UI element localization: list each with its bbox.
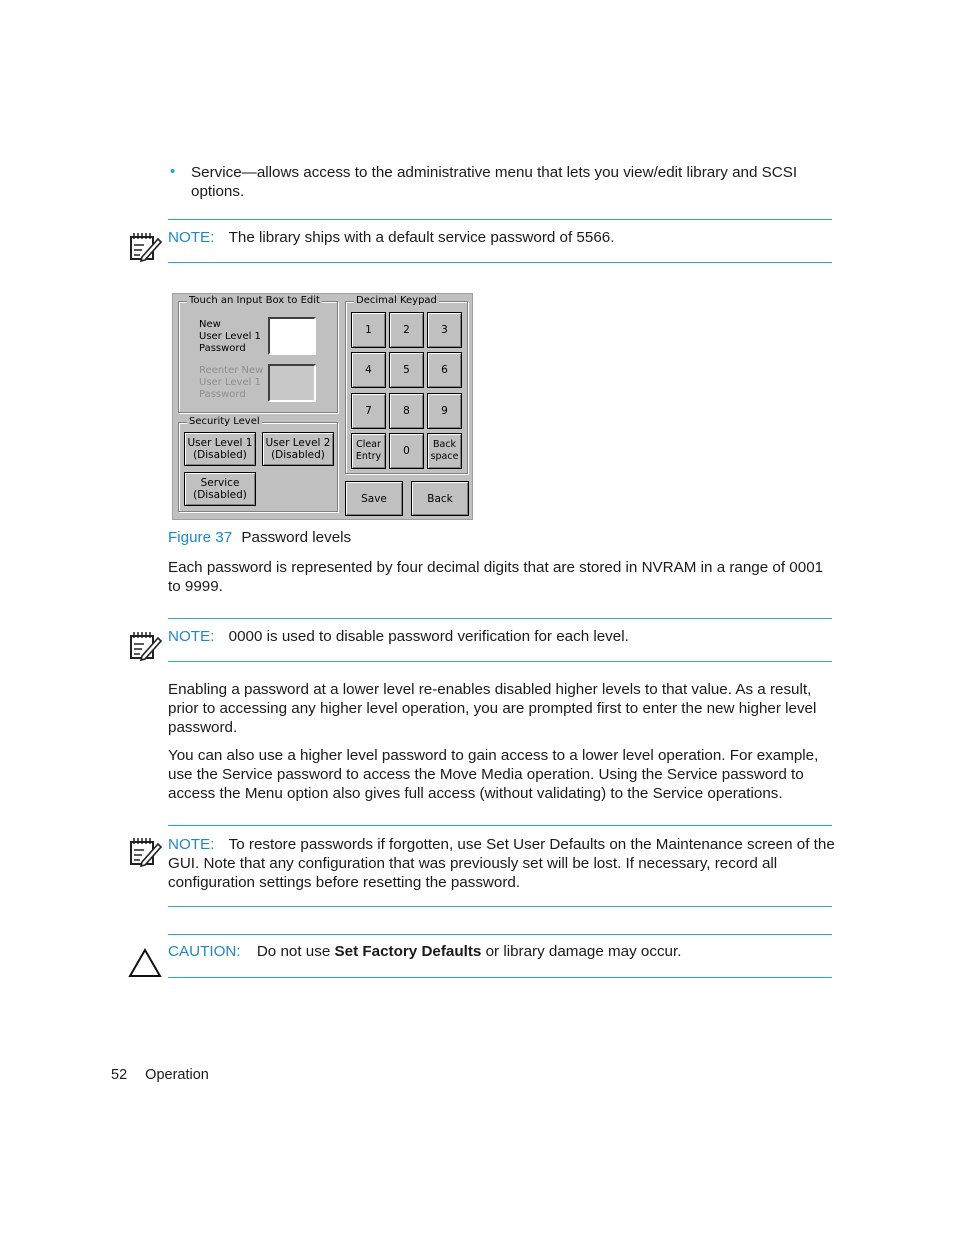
- note2: [168, 628, 629, 645]
- reenter-password-input[interactable]: [268, 364, 316, 402]
- figure-caption-text: Password levels: [241, 529, 352, 546]
- para1-line-2: to 9999.: [168, 578, 223, 595]
- input-group: [178, 295, 338, 413]
- caution-label: CAUTION:: [168, 943, 241, 960]
- note3-top-rule: [168, 825, 832, 826]
- note-icon: [128, 231, 162, 263]
- page-number: 52: [111, 1067, 128, 1083]
- paragraph-password-format: [168, 558, 823, 596]
- bullet-line-1: Service—allows access to the administrative menu that lets you view/edit library and SCSI: [191, 164, 798, 181]
- new-password-label: New User Level 1 Password: [199, 319, 261, 354]
- keypad-button-5[interactable]: 5: [389, 352, 424, 388]
- paragraph-lower-level: [168, 680, 816, 737]
- caution: [168, 943, 681, 960]
- note-icon: [128, 630, 162, 662]
- para1-line-1: Each password is represented by four decimal digits that are stored in NVRAM in a range of 0001: [168, 559, 824, 576]
- input-group-title: Touch an Input Box to Edit: [189, 295, 320, 306]
- para3-line-3: access the Menu option also gives full access (without validating) to the Service operations.: [168, 785, 783, 802]
- note2-label: NOTE:: [168, 628, 215, 645]
- figure-caption: [168, 529, 351, 546]
- keypad-button-3[interactable]: 3: [427, 312, 462, 348]
- service-button[interactable]: Service (Disabled): [184, 472, 256, 506]
- note1-text: The library ships with a default service password of 5566.: [228, 229, 615, 246]
- back-button[interactable]: Back: [411, 481, 469, 516]
- save-button[interactable]: Save: [345, 481, 403, 516]
- note1-top-rule: [168, 219, 832, 220]
- note3-line-2: GUI. Note that any configuration that was previously set will be lost. If necessary, record all: [168, 855, 778, 872]
- reenter-password-label: Reenter New User Level 1 Password: [199, 365, 264, 400]
- keypad-button-9[interactable]: 9: [427, 393, 462, 429]
- caution-bottom-rule: [168, 977, 832, 978]
- note3-line-1: To restore passwords if forgotten, use Set User Defaults on the Maintenance screen of the: [228, 836, 835, 853]
- keypad-button-7[interactable]: 7: [351, 393, 386, 429]
- bullet-line-2: options.: [191, 183, 245, 200]
- keypad-button-1[interactable]: 1: [351, 312, 386, 348]
- user-level-1-button[interactable]: User Level 1 (Disabled): [184, 432, 256, 466]
- note-icon: [128, 836, 162, 868]
- para3-line-1: You can also use a higher level password to gain access to a lower level operation. For example,: [168, 747, 819, 764]
- footer-section: Operation: [145, 1067, 209, 1083]
- password-panel: [172, 293, 473, 520]
- footer: [111, 1067, 209, 1083]
- new-password-input[interactable]: [268, 317, 316, 355]
- note3-bottom-rule: [168, 906, 832, 907]
- note1-label: NOTE:: [168, 229, 215, 246]
- caution-top-rule: [168, 934, 832, 935]
- keypad-backspace-button[interactable]: Back space: [427, 433, 462, 469]
- keypad-button-0[interactable]: 0: [389, 433, 424, 469]
- keypad-group-title: Decimal Keypad: [356, 295, 437, 306]
- note3-line-3: configuration settings before resetting the password.: [168, 874, 521, 891]
- note3-label: NOTE:: [168, 836, 215, 853]
- caution-text-after: or library damage may occur.: [485, 943, 682, 960]
- keypad-button-6[interactable]: 6: [427, 352, 462, 388]
- security-level-group: [178, 416, 338, 512]
- security-group-title: Security Level: [189, 416, 260, 427]
- bullet-marker: •: [170, 163, 176, 180]
- para3-line-2: use the Service password to access the Move Media operation. Using the Service password to: [168, 766, 804, 783]
- note2-text: 0000 is used to disable password verification for each level.: [228, 628, 629, 645]
- para2-line-2: prior to accessing any higher level operation, you are prompted first to enter the new higher level: [168, 700, 817, 717]
- figure-caption-label: Figure 37: [168, 529, 233, 546]
- keypad-button-2[interactable]: 2: [389, 312, 424, 348]
- para2-line-3: password.: [168, 719, 238, 736]
- keypad-clear-entry-button[interactable]: Clear Entry: [351, 433, 386, 469]
- caution-bold-text: Set Factory Defaults: [334, 943, 482, 960]
- bullet-service: [191, 163, 797, 201]
- note2-bottom-rule: [168, 661, 832, 662]
- keypad-button-4[interactable]: 4: [351, 352, 386, 388]
- note1-bottom-rule: [168, 262, 832, 263]
- caution-text-before: Do not use: [256, 943, 331, 960]
- keypad-group: [345, 295, 468, 474]
- note3: [168, 835, 835, 892]
- keypad-button-8[interactable]: 8: [389, 393, 424, 429]
- note2-top-rule: [168, 618, 832, 619]
- note1: [168, 229, 614, 246]
- para2-line-1: Enabling a password at a lower level re-enables disabled higher levels to that value. As a result,: [168, 681, 812, 698]
- paragraph-higher-level: [168, 746, 818, 803]
- caution-triangle-icon: [128, 948, 162, 978]
- user-level-2-button[interactable]: User Level 2 (Disabled): [262, 432, 334, 466]
